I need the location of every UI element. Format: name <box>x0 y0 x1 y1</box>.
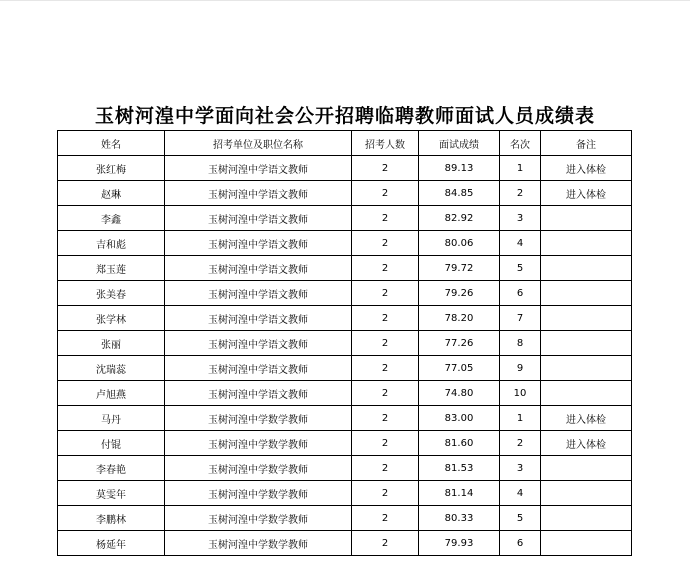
cell-count: 2 <box>352 506 419 531</box>
cell-unit: 玉树河湟中学语文教师 <box>165 356 352 381</box>
cell-name: 沈瑞蕊 <box>58 356 165 381</box>
cell-count: 2 <box>352 356 419 381</box>
cell-count: 2 <box>352 156 419 181</box>
cell-rank: 4 <box>500 231 541 256</box>
cell-score: 78.20 <box>419 306 500 331</box>
cell-note <box>541 306 632 331</box>
table-row <box>58 156 632 181</box>
cell-rank: 3 <box>500 456 541 481</box>
cell-note <box>541 331 632 356</box>
table-row <box>58 306 632 331</box>
cell-unit: 玉树河湟中学语文教师 <box>165 306 352 331</box>
cell-unit: 玉树河湟中学数学教师 <box>165 431 352 456</box>
cell-score: 81.53 <box>419 456 500 481</box>
table-row <box>58 281 632 306</box>
table-body <box>58 156 632 556</box>
cell-count: 2 <box>352 306 419 331</box>
cell-rank: 10 <box>500 381 541 406</box>
cell-rank: 5 <box>500 256 541 281</box>
cell-name: 莫雯年 <box>58 481 165 506</box>
cell-count: 2 <box>352 481 419 506</box>
cell-score: 89.13 <box>419 156 500 181</box>
cell-score: 77.26 <box>419 331 500 356</box>
cell-count: 2 <box>352 231 419 256</box>
cell-unit: 玉树河湟中学数学教师 <box>165 506 352 531</box>
cell-score: 74.80 <box>419 381 500 406</box>
cell-score: 83.00 <box>419 406 500 431</box>
cell-count: 2 <box>352 531 419 556</box>
cell-name: 李鹏林 <box>58 506 165 531</box>
cell-name: 赵琳 <box>58 181 165 206</box>
cell-score: 81.60 <box>419 431 500 456</box>
cell-note <box>541 256 632 281</box>
interview-score-table <box>57 130 632 556</box>
table-row <box>58 531 632 556</box>
cell-rank: 6 <box>500 531 541 556</box>
cell-note <box>541 231 632 256</box>
cell-note <box>541 481 632 506</box>
cell-rank: 2 <box>500 181 541 206</box>
cell-score: 79.72 <box>419 256 500 281</box>
cell-count: 2 <box>352 456 419 481</box>
table-row <box>58 356 632 381</box>
table-row <box>58 456 632 481</box>
cell-unit: 玉树河湟中学语文教师 <box>165 256 352 281</box>
table-row <box>58 206 632 231</box>
cell-rank: 6 <box>500 281 541 306</box>
cell-name: 马丹 <box>58 406 165 431</box>
cell-note <box>541 506 632 531</box>
cell-count: 2 <box>352 206 419 231</box>
cell-unit: 玉树河湟中学语文教师 <box>165 281 352 306</box>
table-row <box>58 381 632 406</box>
cell-score: 82.92 <box>419 206 500 231</box>
cell-note <box>541 531 632 556</box>
cell-name: 张学林 <box>58 306 165 331</box>
header-row <box>58 131 632 156</box>
table-row <box>58 231 632 256</box>
cell-note <box>541 381 632 406</box>
cell-name: 张红梅 <box>58 156 165 181</box>
cell-note <box>541 206 632 231</box>
cell-rank: 1 <box>500 406 541 431</box>
cell-note <box>541 456 632 481</box>
cell-unit: 玉树河湟中学数学教师 <box>165 406 352 431</box>
cell-count: 2 <box>352 181 419 206</box>
cell-note: 进入体检 <box>541 181 632 206</box>
cell-rank: 5 <box>500 506 541 531</box>
cell-score: 77.05 <box>419 356 500 381</box>
cell-unit: 玉树河湟中学语文教师 <box>165 206 352 231</box>
cell-rank: 2 <box>500 431 541 456</box>
header-rank: 名次 <box>500 131 541 156</box>
cell-note <box>541 281 632 306</box>
cell-name: 杨延年 <box>58 531 165 556</box>
table-row <box>58 481 632 506</box>
cell-count: 2 <box>352 406 419 431</box>
cell-score: 81.14 <box>419 481 500 506</box>
table-row <box>58 431 632 456</box>
table-row <box>58 256 632 281</box>
cell-unit: 玉树河湟中学语文教师 <box>165 181 352 206</box>
cell-count: 2 <box>352 431 419 456</box>
header-note: 备注 <box>541 131 632 156</box>
cell-name: 李鑫 <box>58 206 165 231</box>
cell-unit: 玉树河湟中学数学教师 <box>165 456 352 481</box>
cell-unit: 玉树河湟中学数学教师 <box>165 531 352 556</box>
cell-note: 进入体检 <box>541 406 632 431</box>
header-unit: 招考单位及职位名称 <box>165 131 352 156</box>
cell-note: 进入体检 <box>541 156 632 181</box>
table-row <box>58 331 632 356</box>
cell-name: 张丽 <box>58 331 165 356</box>
cell-score: 84.85 <box>419 181 500 206</box>
cell-rank: 8 <box>500 331 541 356</box>
cell-score: 80.06 <box>419 231 500 256</box>
cell-unit: 玉树河湟中学语文教师 <box>165 331 352 356</box>
cell-rank: 7 <box>500 306 541 331</box>
cell-unit: 玉树河湟中学数学教师 <box>165 481 352 506</box>
header-count: 招考人数 <box>352 131 419 156</box>
document-title: 玉树河湟中学面向社会公开招聘临聘教师面试人员成绩表 <box>94 104 595 127</box>
cell-score: 79.26 <box>419 281 500 306</box>
header-name: 姓名 <box>58 131 165 156</box>
header-score: 面试成绩 <box>419 131 500 156</box>
cell-score: 80.33 <box>419 506 500 531</box>
cell-note <box>541 356 632 381</box>
table-row <box>58 506 632 531</box>
cell-name: 卢旭燕 <box>58 381 165 406</box>
page-top-divider <box>0 0 690 1</box>
cell-rank: 3 <box>500 206 541 231</box>
cell-score: 79.93 <box>419 531 500 556</box>
cell-unit: 玉树河湟中学语文教师 <box>165 156 352 181</box>
cell-name: 郑玉莲 <box>58 256 165 281</box>
table-row <box>58 181 632 206</box>
table-header <box>58 131 632 156</box>
cell-note: 进入体检 <box>541 431 632 456</box>
cell-unit: 玉树河湟中学语文教师 <box>165 381 352 406</box>
cell-count: 2 <box>352 256 419 281</box>
cell-name: 付锟 <box>58 431 165 456</box>
cell-rank: 1 <box>500 156 541 181</box>
cell-count: 2 <box>352 281 419 306</box>
cell-name: 李春艳 <box>58 456 165 481</box>
cell-name: 吉和彪 <box>58 231 165 256</box>
cell-rank: 9 <box>500 356 541 381</box>
table-row <box>58 406 632 431</box>
cell-rank: 4 <box>500 481 541 506</box>
cell-unit: 玉树河湟中学语文教师 <box>165 231 352 256</box>
cell-count: 2 <box>352 331 419 356</box>
cell-name: 张美春 <box>58 281 165 306</box>
cell-count: 2 <box>352 381 419 406</box>
